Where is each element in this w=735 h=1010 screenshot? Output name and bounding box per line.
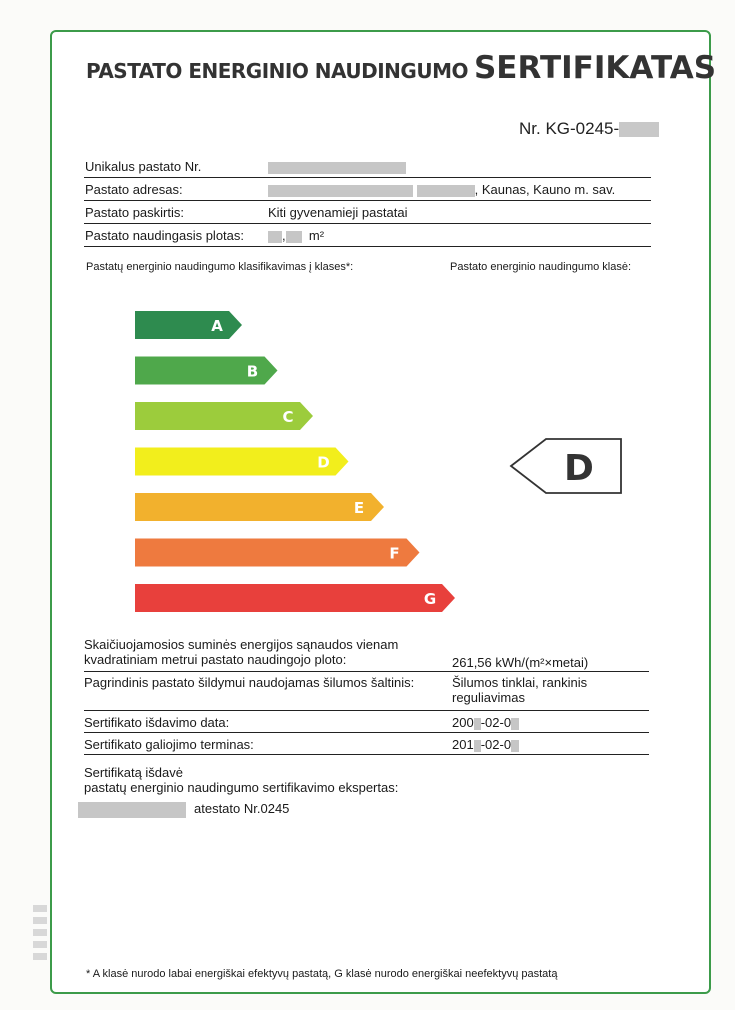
class-bar-f [135,539,420,567]
date-mid: -02-0 [480,715,512,730]
class-bar-g [135,584,455,612]
redacted-block [511,718,519,730]
class-bar-letter: A [211,317,223,335]
redacted-block [474,718,481,730]
footnote: * A klasė nurodo labai energiškai efektyvų pastatą, G klasė nurodo energiškai neefektyvų pastatą [86,968,558,980]
class-bar-letter: E [353,499,365,517]
class-bar-letter: F [389,544,400,563]
issue-date-value [452,715,519,730]
heating-value [452,675,587,705]
certificate-number-text: Nr. KG-0245- [519,119,620,138]
redacted-block [474,740,481,752]
class-bar-letter: D [317,453,330,472]
energy-label-line2: kvadratiniam metrui pastato naudingojo ploto: [84,652,347,667]
info-value: Kiti gyvenamieji pastatai [268,205,408,220]
issuer-line2: pastatų energinio naudingumo sertifikavimo ekspertas: [84,780,399,795]
classification-label: Pastatų energinio naudingumo klasifikavimas į klases*: [86,261,354,273]
energy-label-line1: Skaičiuojamosios suminės energijos sąnaudos vienam [84,637,399,652]
heating-value-line2: reguliavimas [452,690,525,705]
date-prefix: 200 [452,715,474,730]
issuer-block [84,765,398,795]
info-label: Pastato adresas: [85,182,183,197]
energy-details-table [84,636,649,755]
title-part1: PASTATO ENERGINIO NAUDINGUMO [86,59,468,83]
building-class-indicator [511,439,621,493]
class-bar-e [135,493,384,521]
info-value: , m² [268,228,324,243]
valid-until-label: Sertifikato galiojimo terminas: [84,737,254,752]
address-text: , Kaunas, Kauno m. sav. [474,182,616,197]
building-class-letter: D [564,448,594,489]
info-label: Pastato paskirtis: [85,205,184,220]
class-bar-letter: B [246,362,259,381]
class-bar-shape [135,584,455,612]
class-bar-a [135,311,242,339]
redacted-block [78,802,186,818]
valid-until-value [452,737,519,752]
class-bar-shape [135,539,420,567]
energy-label [84,637,398,667]
edge-marks [33,905,47,965]
attestation-number: atestato Nr.0245 [194,801,290,816]
edge-mark [33,917,47,924]
heating-value-line1: Šilumos tinklai, rankinis [452,675,588,690]
issue-date-label: Sertifikato išdavimo data: [84,715,230,730]
class-bar-shape [135,311,242,339]
building-class-label: Pastato energinio naudingumo klasė: [450,261,632,273]
class-bar-shape [135,493,384,521]
class-bar-d [135,448,349,476]
redacted-block [511,740,519,752]
info-label: Unikalus pastato Nr. [85,159,202,174]
area-unit: m² [308,228,325,243]
class-bar-b [135,357,278,385]
expert-attestation [78,801,289,818]
edge-mark [33,941,47,948]
energy-value: 261,56 kWh/(m²×metai) [452,655,589,670]
date-prefix: 201 [452,737,474,752]
class-bar-c [135,402,313,430]
class-bar-letter: G [423,590,437,608]
info-label: Pastato naudingasis plotas: [85,228,244,243]
heating-source-row [84,672,649,711]
edge-mark [33,929,47,936]
issue-date-row [84,711,649,733]
issuer-line1: Sertifikatą išdavė [84,765,183,780]
date-mid: -02-0 [480,737,512,752]
edge-mark [33,953,47,960]
title-part2: SERTIFIKATAS [473,50,717,86]
edge-mark [33,905,47,912]
valid-until-row [84,733,649,755]
class-bar-letter: C [282,408,294,426]
heating-label: Pagrindinis pastato šildymui naudojamas šilumos šaltinis: [84,675,415,690]
energy-consumption-row [84,636,649,672]
